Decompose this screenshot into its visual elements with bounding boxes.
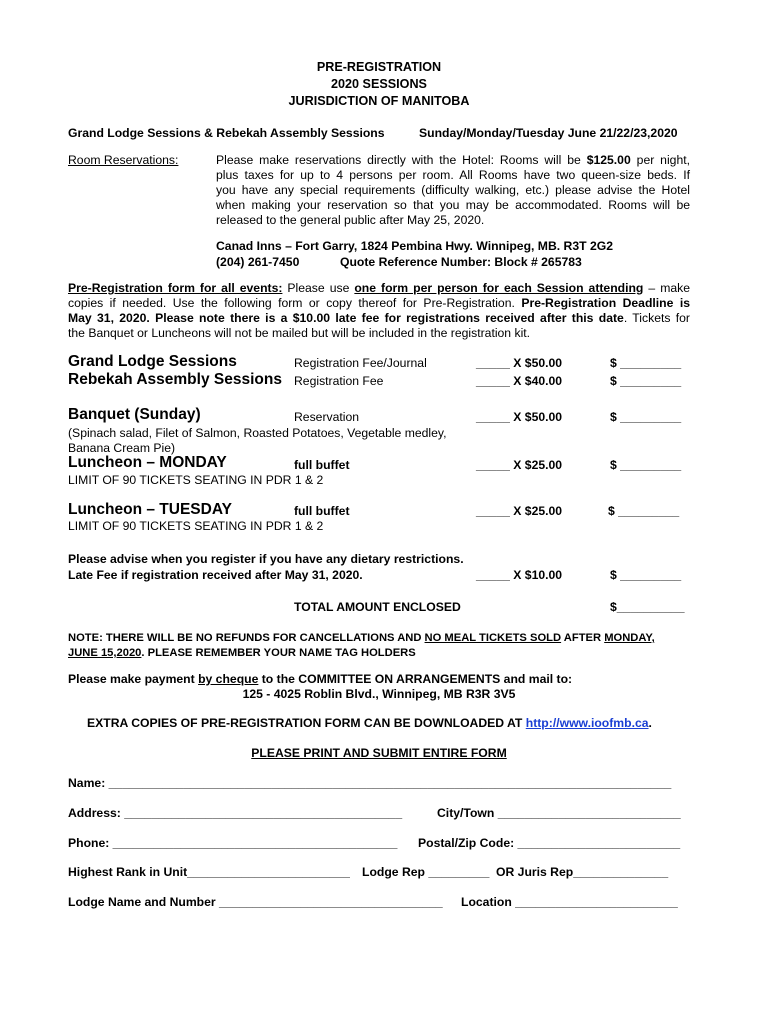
dietary-note: Please advise when you register if you have any dietary restrictions. (68, 552, 464, 566)
room-line-5: released to the general public after May 25, 2020. (216, 213, 485, 227)
prereg-line-3: May 31, 2020. Please note there is a $10.00 late fee for registrations received after this date. Tickets for (68, 311, 690, 325)
grand-lodge-title: Grand Lodge Sessions (68, 353, 237, 370)
late-fee-qty: _____ X $10.00 (476, 568, 563, 582)
luncheon-monday-title: Luncheon – MONDAY (68, 454, 227, 471)
refund-note-line-2: JUNE 15,2020. PLEASE REMEMBER YOUR NAME TAG HOLDERS (68, 647, 416, 659)
title-line-1: PRE-REGISTRATION (316, 60, 442, 74)
payment-instructions: Please make payment by cheque to the COMMITTEE ON ARRANGEMENTS and mail to: (68, 672, 573, 686)
rebekah-qty: _____ X $40.00 (476, 374, 563, 388)
room-reservations-label: Room Reservations: (68, 153, 179, 167)
grand-lodge-amount: $ _________ (610, 356, 682, 370)
name-field[interactable]: Name: ___________________________________________________________________________________ (68, 776, 672, 790)
sessions-dates: Sunday/Monday/Tuesday June 21/22/23,2020 (419, 126, 678, 140)
lodge-rep-field[interactable]: Lodge Rep _________ (362, 865, 490, 879)
luncheon-tuesday-limit: LIMIT OF 90 TICKETS SEATING IN PDR 1 & 2 (68, 519, 324, 533)
prereg-line-4: the Banquet or Luncheons will not be mailed but will be included in the registration kit. (68, 326, 531, 340)
prereg-line-1: Pre-Registration form for all events: Please use one form per person for each Session attending – make (68, 281, 690, 295)
location-field[interactable]: Location ________________________ (461, 895, 678, 909)
rebekah-title: Rebekah Assembly Sessions (68, 371, 282, 388)
city-field[interactable]: City/Town ___________________________ (437, 806, 681, 820)
luncheon-tuesday-qty: _____ X $25.00 (476, 504, 563, 518)
banquet-title: Banquet (Sunday) (68, 406, 201, 423)
luncheon-monday-amount: $ _________ (610, 458, 682, 472)
rebekah-amount: $ _________ (610, 374, 682, 388)
luncheon-tuesday-amount: $ _________ (608, 504, 680, 518)
total-amount: $__________ (610, 600, 685, 614)
extra-copies-note: EXTRA COPIES OF PRE-REGISTRATION FORM CAN BE DOWNLOADED AT http://www.ioofmb.ca. (87, 716, 652, 730)
banquet-qty: _____ X $50.00 (476, 410, 563, 424)
mailing-address: 125 - 4025 Roblin Blvd., Winnipeg, MB R3R 3V5 (242, 687, 516, 701)
postal-code-field[interactable]: Postal/Zip Code: ________________________ (418, 836, 681, 850)
title-line-2: 2020 SESSIONS (331, 77, 427, 91)
room-line-1: Please make reservations directly with the Hotel: Rooms will be $125.00 per night, (216, 153, 690, 167)
room-line-4: when making your reservation so that you may be accommodated. Rooms will be (216, 198, 690, 212)
room-line-3: you have any special requirements (difficulty walking, etc.) please advise the Hotel (216, 183, 690, 197)
luncheon-tuesday-desc: full buffet (294, 504, 350, 518)
phone-field[interactable]: Phone: __________________________________________ (68, 836, 398, 850)
quote-reference: Quote Reference Number: Block # 265783 (340, 255, 582, 269)
grand-lodge-desc: Registration Fee/Journal (294, 356, 427, 370)
hotel-phone: (204) 261-7450 (216, 255, 300, 269)
room-line-2: plus taxes for up to 4 persons per room. All Rooms have two queen-size beds. If (216, 168, 690, 182)
luncheon-monday-desc: full buffet (294, 458, 350, 472)
luncheon-monday-limit: LIMIT OF 90 TICKETS SEATING IN PDR 1 & 2 (68, 473, 324, 487)
total-label: TOTAL AMOUNT ENCLOSED (294, 600, 461, 614)
banquet-menu-2: Banana Cream Pie) (68, 441, 176, 455)
banquet-amount: $ _________ (610, 410, 682, 424)
banquet-desc: Reservation (294, 410, 360, 424)
grand-lodge-qty: _____ X $50.00 (476, 356, 563, 370)
highest-rank-field[interactable]: Highest Rank in Unit________________________ (68, 865, 350, 879)
refund-note-line-1: NOTE: THERE WILL BE NO REFUNDS FOR CANCELLATIONS AND NO MEAL TICKETS SOLD AFTER MONDAY, (68, 632, 655, 644)
rebekah-desc: Registration Fee (294, 374, 384, 388)
late-fee-label: Late Fee if registration received after May 31, 2020. (68, 568, 363, 582)
hotel-address: Canad Inns – Fort Garry, 1824 Pembina Hwy. Winnipeg, MB. R3T 2G2 (216, 239, 613, 253)
luncheon-monday-qty: _____ X $25.00 (476, 458, 563, 472)
website-link[interactable]: http://www.ioofmb.ca (525, 716, 649, 730)
title-line-3: JURISDICTION OF MANITOBA (288, 94, 470, 108)
sessions-title: Grand Lodge Sessions & Rebekah Assembly Sessions (68, 126, 385, 140)
banquet-menu-1: (Spinach salad, Filet of Salmon, Roasted Potatoes, Vegetable medley, (68, 426, 447, 440)
prereg-paragraph (68, 281, 690, 341)
late-fee-amount: $ _________ (610, 568, 682, 582)
lodge-name-field[interactable]: Lodge Name and Number _________________________________ (68, 895, 443, 909)
juris-rep-field[interactable]: OR Juris Rep______________ (496, 865, 669, 879)
luncheon-tuesday-title: Luncheon – TUESDAY (68, 501, 232, 518)
print-submit-heading: PLEASE PRINT AND SUBMIT ENTIRE FORM (251, 746, 507, 760)
address-field[interactable]: Address: _________________________________________ (68, 806, 403, 820)
prereg-line-2: copies if needed. Use the following form or copy thereof for Pre-Registration. Pre-Registration Deadline is (68, 296, 690, 310)
room-reservations-text (216, 153, 690, 228)
